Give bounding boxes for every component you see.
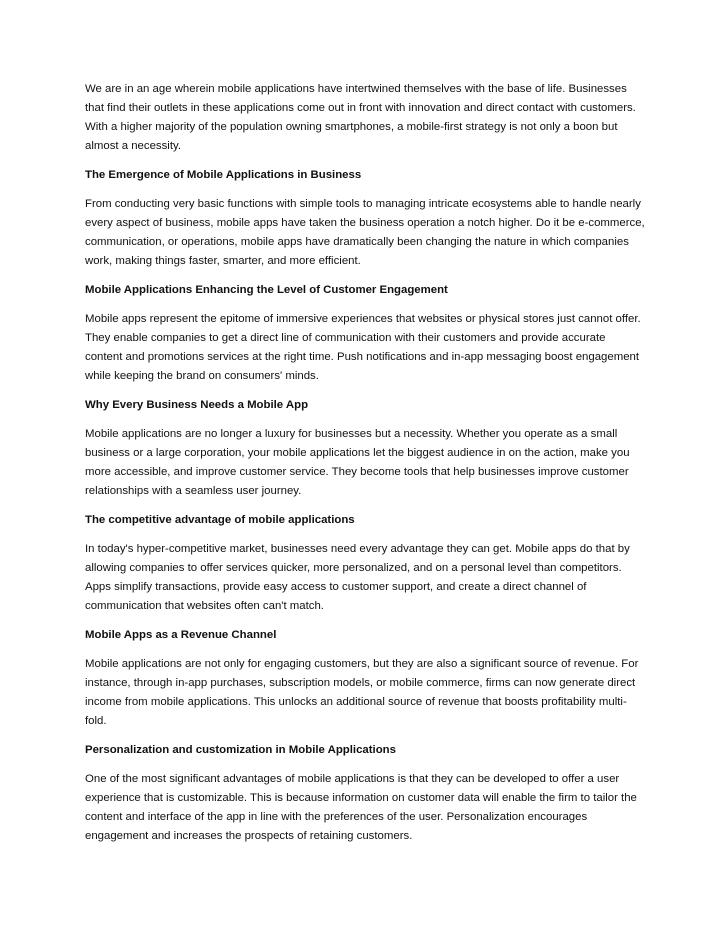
section-heading-personalization: Personalization and customization in Mobile Applications — [85, 744, 396, 756]
section-heading-why-needed: Why Every Business Needs a Mobile App — [85, 399, 309, 411]
section-heading-revenue: Mobile Apps as a Revenue Channel — [85, 629, 277, 641]
section-heading-engagement: Mobile Applications Enhancing the Level of Customer Engagement — [85, 284, 448, 296]
section-body-emergence: From conducting very basic functions with simple tools to managing intricate ecosystems able to handle nearly every aspect of business, mobile apps have taken the business operation a notch higher. Do it be e-commerce, communication, or operations, mobile apps have dramatically been changing the nature in which companies work, making things faster, smarter, and more efficient. — [85, 198, 645, 267]
intro-paragraph: We are in an age wherein mobile applications have intertwined themselves with the base of life. Businesses that find their outlets in these applications come out in front with innovation and direct contact with customers. With a higher majority of the population owning smartphones, a mobile-first strategy is not only a boon but almost a necessity. — [85, 83, 636, 152]
section-body-competitive: In today's hyper-competitive market, businesses need every advantage they can get. Mobile apps do that by allowing companies to offer services quicker, more personalized, and on a personal level than competitors. Apps simplify transactions, provide easy access to customer support, and create a direct channel of communication that websites often can't match. — [85, 543, 630, 612]
section-heading-emergence: The Emergence of Mobile Applications in Business — [85, 169, 362, 181]
section-body-why-needed: Mobile applications are no longer a luxury for businesses but a necessity. Whether you operate as a small business or a large corporation, your mobile applications let the biggest audience in on the action, make you more accessible, and improve customer service. They become tools that help businesses improve customer relationships with a seamless user journey. — [85, 428, 630, 497]
section-body-engagement: Mobile apps represent the epitome of immersive experiences that websites or physical stores just cannot offer. They enable companies to get a direct line of communication with their customers and provide accurate content and promotions services at the right time. Push notifications and in-app messaging boost engagement while keeping the brand on consumers' minds. — [85, 313, 641, 382]
document-page — [85, 80, 645, 856]
section-heading-competitive: The competitive advantage of mobile applications — [85, 514, 355, 526]
section-body-personalization: One of the most significant advantages of mobile applications is that they can be developed to offer a user experience that is customizable. This is because information on customer data will enable the firm to tailor the content and interface of the app in line with the preferences of the user. Personalization encourages engagement and increases the prospects of retaining customers. — [85, 773, 637, 842]
section-body-revenue: Mobile applications are not only for engaging customers, but they are also a significant source of revenue. For instance, through in-app purchases, subscription models, or mobile commerce, firms can now generate direct income from mobile applications. This unlocks an additional source of revenue that boosts profitability multi-fold. — [85, 658, 639, 727]
